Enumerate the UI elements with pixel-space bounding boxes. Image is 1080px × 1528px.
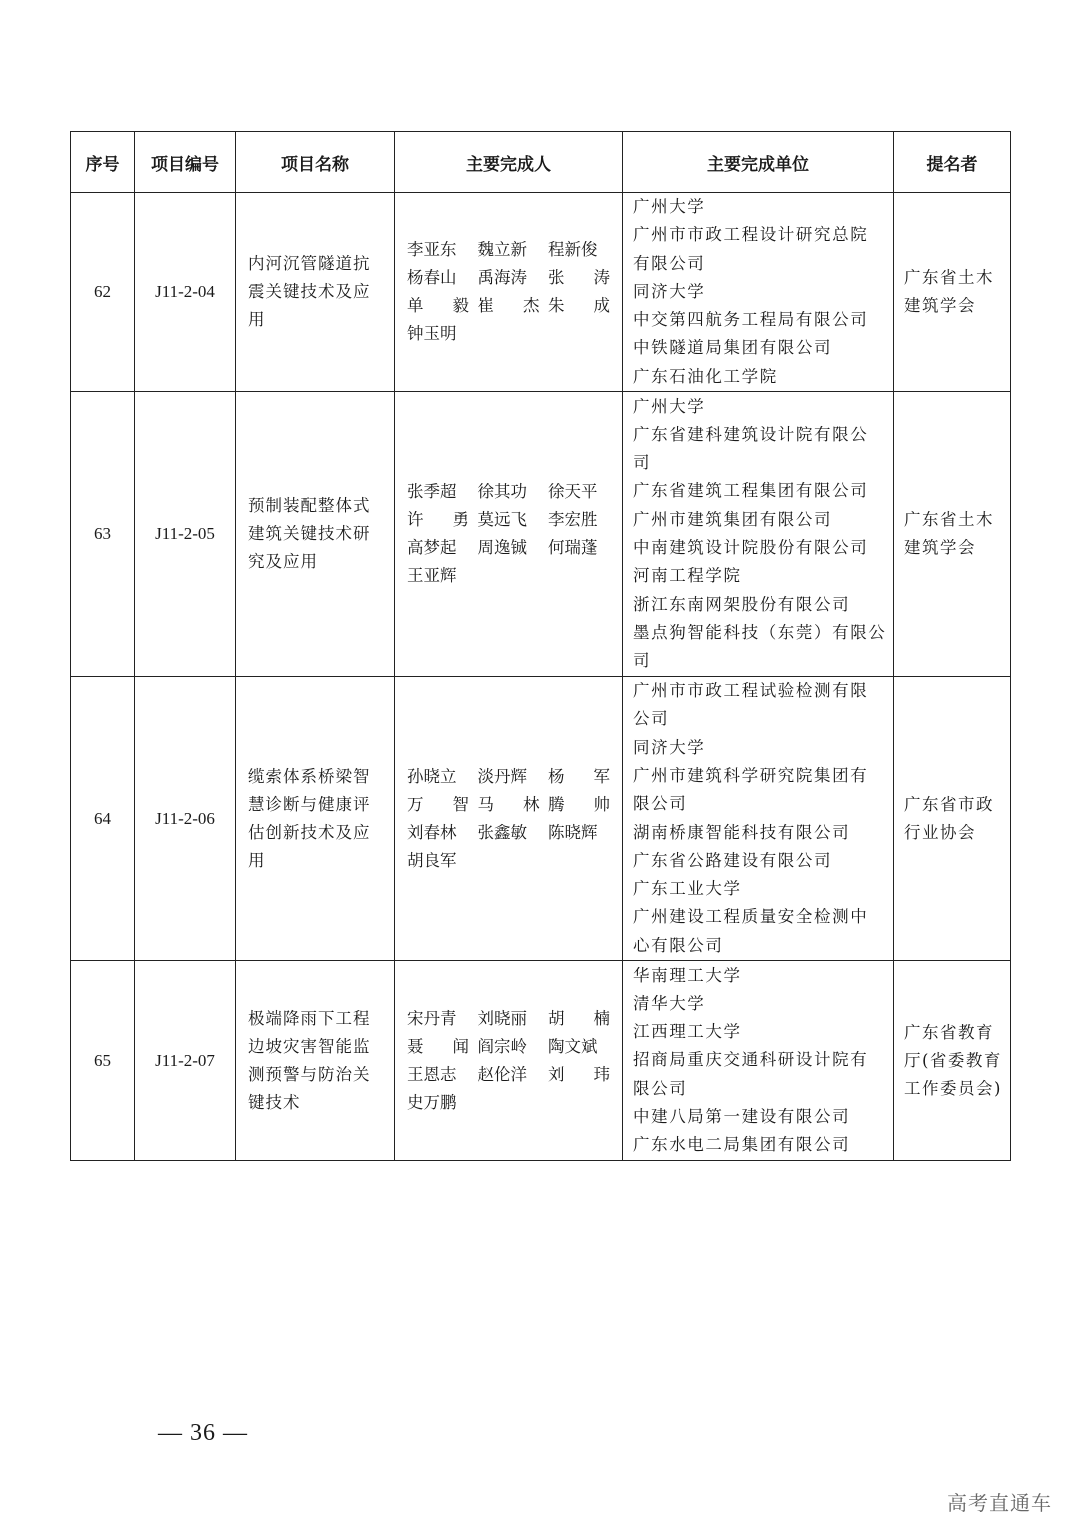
contributor-name: 朱 成 bbox=[548, 296, 610, 316]
unit-line: 湖南桥康智能科技有限公司 bbox=[633, 822, 851, 842]
nominator-line: 广东省土木 bbox=[904, 268, 994, 288]
header-code: 项目编号 bbox=[135, 132, 236, 193]
contributor-name: 程新俊 bbox=[548, 240, 598, 260]
nominator bbox=[894, 961, 1011, 1161]
unit-line: 广东省建筑工程集团有限公司 bbox=[633, 481, 869, 501]
unit-line: 有限公司 bbox=[633, 253, 706, 273]
unit-line: 中铁隧道局集团有限公司 bbox=[633, 338, 833, 358]
contributor-name: 赵伦洋 bbox=[477, 1064, 527, 1084]
row-number: 63 bbox=[71, 392, 135, 677]
unit-line: 广州市建筑科学研究院集团有 bbox=[633, 765, 869, 785]
project-name-line: 预制装配整体式 bbox=[248, 496, 371, 516]
contributors-line bbox=[407, 791, 610, 819]
header-people: 主要完成人 bbox=[395, 132, 623, 193]
table-row bbox=[71, 677, 1011, 961]
contributor-name: 刘 玮 bbox=[548, 1064, 610, 1084]
contributor-name: 钟玉明 bbox=[407, 324, 457, 344]
unit-line: 广州市建筑集团有限公司 bbox=[633, 509, 833, 529]
unit-line: 广州大学 bbox=[633, 197, 706, 216]
contributors-line bbox=[407, 236, 610, 264]
unit-line: 广东石油化工学院 bbox=[633, 366, 778, 386]
unit-line: 广东工业大学 bbox=[633, 879, 742, 899]
contributor-name: 胡 楠 bbox=[548, 1008, 610, 1028]
contributor-name: 徐其功 bbox=[477, 482, 527, 502]
contributor-name: 莫远飞 bbox=[477, 510, 527, 530]
table-row bbox=[71, 961, 1011, 1161]
contributors-line bbox=[407, 292, 610, 320]
project-name-line: 用 bbox=[248, 850, 266, 870]
table-row bbox=[71, 392, 1011, 677]
nominator bbox=[894, 392, 1011, 677]
unit-line: 广州建设工程质量安全检测中 bbox=[633, 907, 869, 927]
header-name: 项目名称 bbox=[236, 132, 395, 193]
contributor-name: 马 林 bbox=[477, 794, 540, 814]
contributors-line bbox=[407, 320, 610, 348]
project-name-line: 边坡灾害智能监 bbox=[248, 1036, 371, 1056]
contributors-line bbox=[407, 562, 610, 590]
unit-line: 广州大学 bbox=[633, 396, 706, 416]
unit-line: 司 bbox=[633, 453, 652, 473]
unit-line: 限公司 bbox=[633, 794, 688, 814]
contributor-name: 单 毅 bbox=[407, 296, 469, 316]
contributor-name: 聂 闻 bbox=[407, 1036, 469, 1056]
project-name bbox=[236, 392, 395, 677]
project-name-line: 测预警与防治关 bbox=[248, 1064, 371, 1084]
contributor-name: 李宏胜 bbox=[548, 510, 598, 530]
main-units bbox=[623, 392, 894, 677]
contributors-line bbox=[407, 506, 610, 534]
contributor-name: 腾 帅 bbox=[548, 794, 610, 814]
unit-line: 江西理工大学 bbox=[633, 1022, 742, 1042]
contributor-name: 万 智 bbox=[407, 794, 469, 814]
table-header-row bbox=[71, 132, 1011, 193]
header-no: 序号 bbox=[71, 132, 135, 193]
nominator-line: 广东省土木 bbox=[904, 510, 994, 530]
contributors-line bbox=[407, 763, 610, 791]
main-contributors bbox=[395, 193, 623, 392]
contributor-name: 许 勇 bbox=[407, 510, 469, 530]
contributor-name: 禹海涛 bbox=[477, 268, 527, 288]
page-number: — 36 — bbox=[158, 1420, 248, 1446]
project-code: J11-2-06 bbox=[135, 677, 236, 961]
unit-line: 司 bbox=[633, 651, 652, 671]
unit-line: 广州市市政工程设计研究总院 bbox=[633, 225, 869, 245]
contributors-line bbox=[407, 1061, 610, 1089]
unit-line: 心有限公司 bbox=[633, 935, 724, 955]
contributor-name: 周逸铖 bbox=[477, 538, 527, 558]
project-code: J11-2-04 bbox=[135, 193, 236, 392]
unit-line: 中交第四航务工程局有限公司 bbox=[633, 310, 869, 330]
contributor-name: 张季超 bbox=[407, 482, 457, 502]
unit-line: 限公司 bbox=[633, 1078, 688, 1098]
awards-table bbox=[70, 131, 1011, 1161]
nominator-line: 建筑学会 bbox=[904, 538, 976, 558]
unit-line: 墨点狗智能科技（东莞）有限公 bbox=[633, 622, 887, 642]
table-row bbox=[71, 193, 1011, 392]
contributor-name: 高梦起 bbox=[407, 538, 457, 558]
contributor-name: 王恩志 bbox=[407, 1064, 457, 1084]
unit-line: 清华大学 bbox=[633, 993, 706, 1013]
header-units: 主要完成单位 bbox=[623, 132, 894, 193]
main-contributors bbox=[395, 677, 623, 961]
contributor-name: 刘春林 bbox=[407, 822, 457, 842]
contributor-name: 杨 军 bbox=[548, 766, 610, 786]
contributors-line bbox=[407, 264, 610, 292]
contributor-name: 刘晓丽 bbox=[477, 1008, 527, 1028]
contributor-name: 张鑫敏 bbox=[477, 822, 527, 842]
contributor-name: 阎宗岭 bbox=[477, 1036, 527, 1056]
unit-line: 中南建筑设计院股份有限公司 bbox=[633, 538, 869, 558]
nominator-line: 厅(省委教育 bbox=[904, 1050, 1002, 1070]
contributors-line bbox=[407, 819, 610, 847]
main-units bbox=[623, 193, 894, 392]
contributor-name: 陈晓辉 bbox=[548, 822, 598, 842]
project-name bbox=[236, 193, 395, 392]
project-code: J11-2-05 bbox=[135, 392, 236, 677]
contributors-line bbox=[407, 478, 610, 506]
project-name-line: 究及应用 bbox=[248, 552, 318, 572]
row-number: 64 bbox=[71, 677, 135, 961]
project-name-line: 缆索体系桥梁智 bbox=[248, 766, 371, 786]
contributor-name: 张 涛 bbox=[548, 268, 610, 288]
project-name bbox=[236, 677, 395, 961]
contributors-line bbox=[407, 534, 610, 562]
nominator bbox=[894, 193, 1011, 392]
unit-line: 广东省建科建筑设计院有限公 bbox=[633, 424, 869, 444]
project-name bbox=[236, 961, 395, 1161]
project-code: J11-2-07 bbox=[135, 961, 236, 1161]
contributor-name: 魏立新 bbox=[477, 240, 527, 260]
contributor-name: 孙晓立 bbox=[407, 766, 457, 786]
row-number: 65 bbox=[71, 961, 135, 1161]
nominator-line: 建筑学会 bbox=[904, 296, 976, 316]
unit-line: 浙江东南网架股份有限公司 bbox=[633, 594, 851, 614]
unit-line: 中建八局第一建设有限公司 bbox=[633, 1107, 851, 1127]
contributor-name: 陶文斌 bbox=[548, 1036, 598, 1056]
contributor-name: 胡良军 bbox=[407, 850, 457, 870]
project-name-line: 建筑关键技术研 bbox=[248, 524, 371, 544]
contributor-name: 淡丹辉 bbox=[477, 766, 527, 786]
main-units bbox=[623, 677, 894, 961]
watermark: 高考直通车 bbox=[947, 1491, 1052, 1515]
unit-line: 广州市市政工程试验检测有限 bbox=[633, 681, 869, 701]
project-name-line: 估创新技术及应 bbox=[248, 822, 371, 842]
contributor-name: 杨春山 bbox=[407, 268, 457, 288]
main-contributors bbox=[395, 961, 623, 1161]
nominator-line: 广东省市政 bbox=[904, 794, 994, 814]
project-name-line: 震关键技术及应 bbox=[248, 282, 371, 302]
contributor-name: 李亚东 bbox=[407, 240, 457, 260]
nominator-line: 工作委员会) bbox=[904, 1078, 1002, 1098]
unit-line: 招商局重庆交通科研设计院有 bbox=[633, 1050, 869, 1070]
unit-line: 公司 bbox=[633, 709, 670, 729]
contributors-line bbox=[407, 1089, 610, 1117]
contributors-line bbox=[407, 1033, 610, 1061]
project-name-line: 内河沉管隧道抗 bbox=[248, 254, 371, 274]
row-number: 62 bbox=[71, 193, 135, 392]
unit-line: 河南工程学院 bbox=[633, 566, 742, 586]
unit-line: 同济大学 bbox=[633, 737, 706, 757]
contributor-name: 史万鹏 bbox=[407, 1092, 457, 1112]
main-contributors bbox=[395, 392, 623, 677]
contributor-name: 何瑞蓬 bbox=[548, 538, 598, 558]
header-nominator: 提名者 bbox=[894, 132, 1011, 193]
nominator-line: 行业协会 bbox=[904, 822, 976, 842]
nominator bbox=[894, 677, 1011, 961]
contributors-line bbox=[407, 1005, 610, 1033]
unit-line: 同济大学 bbox=[633, 281, 706, 301]
contributor-name: 崔 杰 bbox=[477, 296, 540, 316]
contributor-name: 王亚辉 bbox=[407, 566, 457, 586]
contributor-name: 宋丹青 bbox=[407, 1008, 457, 1028]
contributors-line bbox=[407, 847, 610, 875]
project-name-line: 键技术 bbox=[248, 1092, 301, 1112]
unit-line: 广东水电二局集团有限公司 bbox=[633, 1135, 851, 1155]
project-name-line: 用 bbox=[248, 310, 266, 330]
unit-line: 华南理工大学 bbox=[633, 965, 742, 985]
project-name-line: 慧诊断与健康评 bbox=[248, 794, 371, 814]
nominator-line: 广东省教育 bbox=[904, 1022, 994, 1042]
unit-line: 广东省公路建设有限公司 bbox=[633, 850, 833, 870]
main-units bbox=[623, 961, 894, 1161]
contributor-name: 徐天平 bbox=[548, 482, 598, 502]
project-name-line: 极端降雨下工程 bbox=[248, 1008, 371, 1028]
